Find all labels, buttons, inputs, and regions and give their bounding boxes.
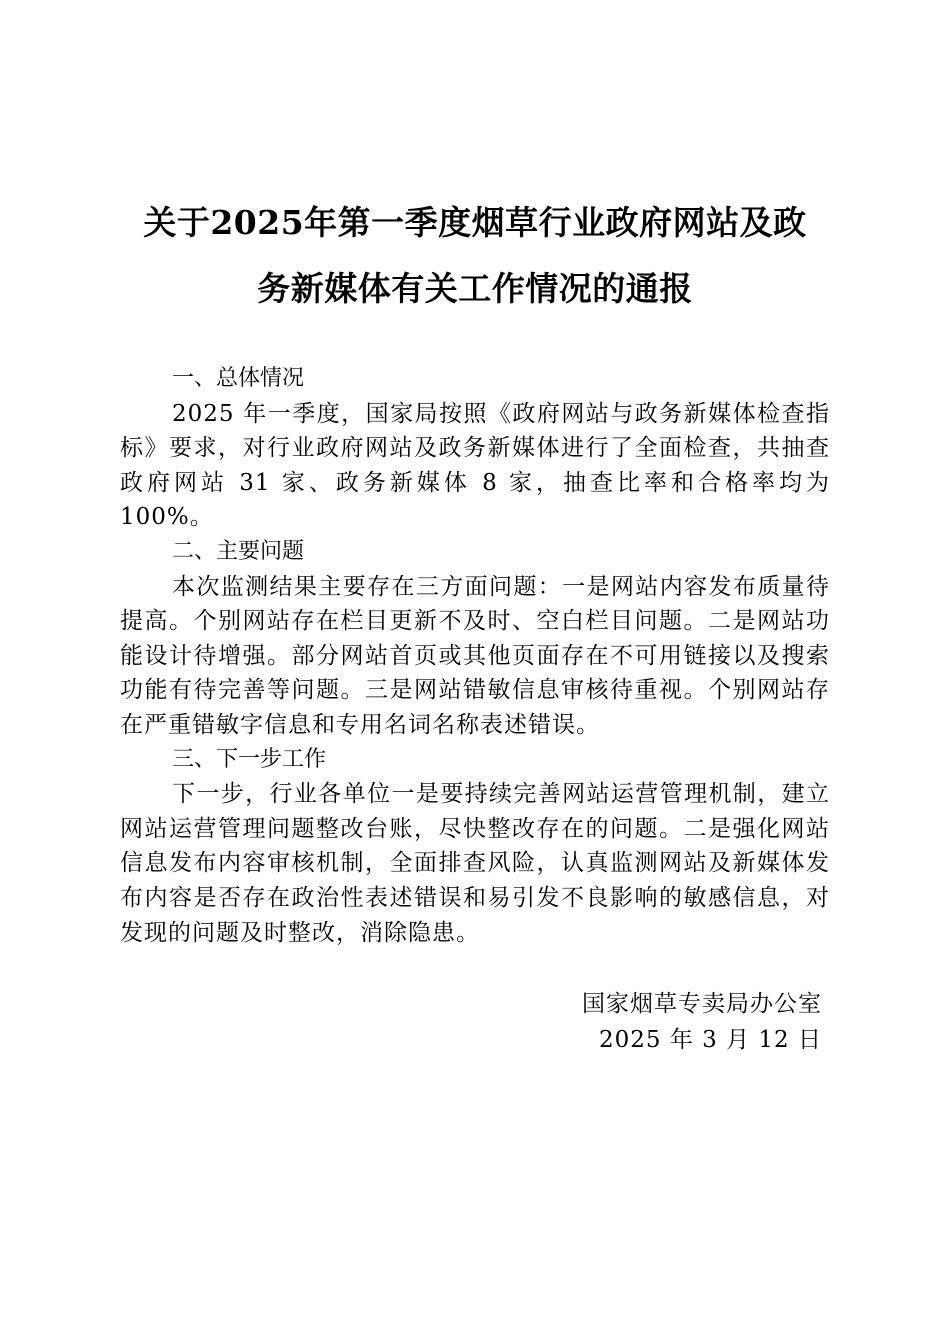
- title-line-2: 务新媒体有关工作情况的通报: [257, 269, 693, 308]
- document-title: [120, 190, 830, 322]
- document-body: [120, 362, 830, 950]
- signature-block: [582, 986, 822, 1058]
- section-heading-next-steps: 三、下一步工作: [172, 746, 327, 772]
- issue-date: 2025 年 3 月 12 日: [599, 1027, 822, 1053]
- section-heading-overview: 一、总体情况: [172, 366, 305, 391]
- section-heading-main-issues: 二、主要问题: [172, 538, 305, 564]
- section-paragraph-next-steps: 下一步，行业各单位一是要持续完善网站运营管理机制，建立网站运营管理问题整改台账，尽快整改存在的问题。二是强化网站信息发布内容审核机制，全面排查风险，认真监测网站及新媒体发布内容是否存在政治性表述错误和易引发不良影响的敏感信息，对发现的问题及时整改，消除隐患。: [120, 781, 830, 946]
- issuer-name: 国家烟草专卖局办公室: [582, 991, 822, 1017]
- section-paragraph-main-issues: 本次监测结果主要存在三方面问题：一是网站内容发布质量待提高。个别网站存在栏目更新不及时、空白栏目问题。二是网站功能设计待增强。部分网站首页或其他页面存在不可用链接以及搜索功能有待完善等问题。三是网站错敏信息审核待重视。个别网站存在严重错敏字信息和专用名词名称表述错误。: [120, 573, 830, 738]
- title-line-1: 关于2025年第一季度烟草行业政府网站及政: [143, 203, 807, 242]
- section-paragraph-overview: 2025 年一季度，国家局按照《政府网站与政务新媒体检查指标》要求，对行业政府网站及政务新媒体进行了全面检查，共抽查政府网站 31 家、政务新媒体 8 家，抽查比率和合格率均为 100%。: [120, 400, 830, 531]
